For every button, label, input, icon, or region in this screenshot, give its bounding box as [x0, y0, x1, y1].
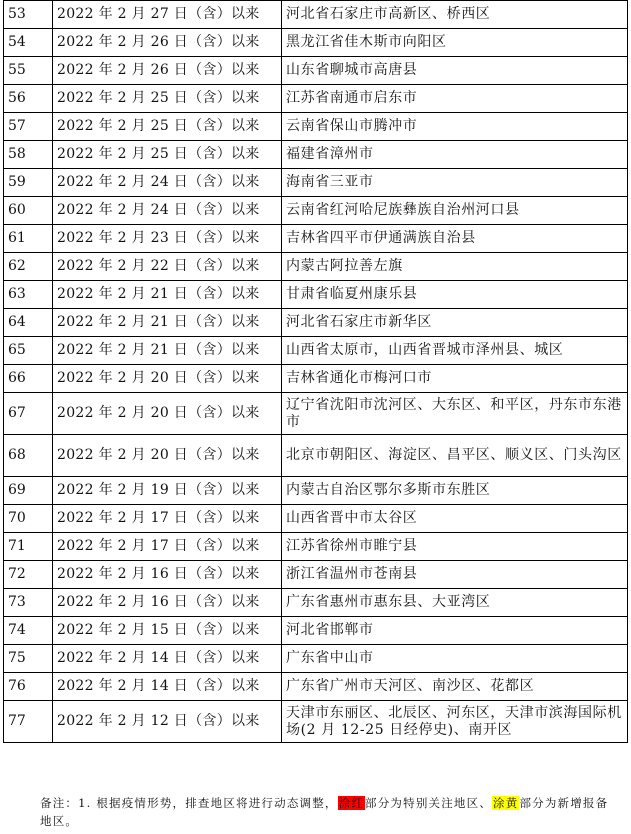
row-number-cell: 61: [4, 225, 53, 253]
footnote-middle: 部分为特别关注地区、: [365, 796, 493, 810]
date-cell: 2022 年 2 月 12 日（含）以来: [53, 701, 282, 743]
table-row: [4, 281, 628, 309]
region-cell: 甘肃省临夏州康乐县: [282, 281, 628, 309]
row-number-cell: 63: [4, 281, 53, 309]
table-row: [4, 617, 628, 645]
date-cell: 2022 年 2 月 26 日（含）以来: [53, 57, 282, 85]
row-number-cell: 57: [4, 113, 53, 141]
date-cell: 2022 年 2 月 25 日（含）以来: [53, 141, 282, 169]
row-number-cell: 71: [4, 533, 53, 561]
date-cell: 2022 年 2 月 21 日（含）以来: [53, 281, 282, 309]
screening-table-container: [3, 0, 628, 743]
row-number-cell: 69: [4, 477, 53, 505]
date-cell: 2022 年 2 月 27 日（含）以来: [53, 1, 282, 29]
region-cell: 云南省红河哈尼族彝族自治州河口县: [282, 197, 628, 225]
table-row: [4, 1, 628, 29]
table-body: [4, 1, 628, 743]
date-cell: 2022 年 2 月 16 日（含）以来: [53, 589, 282, 617]
region-cell: 河北省石家庄市新华区: [282, 309, 628, 337]
row-number-cell: 62: [4, 253, 53, 281]
region-cell: 福建省漳州市: [282, 141, 628, 169]
region-cell: 江苏省徐州市睢宁县: [282, 533, 628, 561]
row-number-cell: 76: [4, 673, 53, 701]
region-cell: 山东省聊城市高唐县: [282, 57, 628, 85]
row-number-cell: 73: [4, 589, 53, 617]
date-cell: 2022 年 2 月 26 日（含）以来: [53, 29, 282, 57]
date-cell: 2022 年 2 月 15 日（含）以来: [53, 617, 282, 645]
date-cell: 2022 年 2 月 24 日（含）以来: [53, 169, 282, 197]
row-number-cell: 53: [4, 1, 53, 29]
region-cell: 江苏省南通市启东市: [282, 85, 628, 113]
table-row: [4, 393, 628, 435]
date-cell: 2022 年 2 月 23 日（含）以来: [53, 225, 282, 253]
table-row: [4, 645, 628, 673]
region-cell: 吉林省通化市梅河口市: [282, 365, 628, 393]
row-number-cell: 74: [4, 617, 53, 645]
row-number-cell: 64: [4, 309, 53, 337]
date-cell: 2022 年 2 月 21 日（含）以来: [53, 337, 282, 365]
table-row: [4, 589, 628, 617]
row-number-cell: 66: [4, 365, 53, 393]
date-cell: 2022 年 2 月 25 日（含）以来: [53, 85, 282, 113]
table-row: [4, 29, 628, 57]
date-cell: 2022 年 2 月 16 日（含）以来: [53, 561, 282, 589]
table-row: [4, 435, 628, 477]
date-cell: 2022 年 2 月 14 日（含）以来: [53, 673, 282, 701]
region-cell: 海南省三亚市: [282, 169, 628, 197]
table-row: [4, 337, 628, 365]
row-number-cell: 65: [4, 337, 53, 365]
red-highlight-label: 涂红: [338, 796, 365, 810]
footnote-prefix: 备注：1. 根据疫情形势，排查地区将进行动态调整，: [40, 796, 338, 810]
table-row: [4, 85, 628, 113]
region-cell: 辽宁省沈阳市沈河区、大东区、和平区，丹东市东港市: [282, 393, 628, 435]
table-row: [4, 57, 628, 85]
table-row: [4, 225, 628, 253]
table-row: [4, 477, 628, 505]
row-number-cell: 54: [4, 29, 53, 57]
table-row: [4, 365, 628, 393]
region-cell: 河北省石家庄市高新区、桥西区: [282, 1, 628, 29]
region-cell: 北京市朝阳区、海淀区、昌平区、顺义区、门头沟区: [282, 435, 628, 477]
table-row: [4, 309, 628, 337]
footnote: [40, 794, 620, 830]
region-cell: 云南省保山市腾冲市: [282, 113, 628, 141]
table-row: [4, 505, 628, 533]
region-cell: 黑龙江省佳木斯市向阳区: [282, 29, 628, 57]
row-number-cell: 56: [4, 85, 53, 113]
region-cell: 河北省邯郸市: [282, 617, 628, 645]
table-row: [4, 253, 628, 281]
table-row: [4, 141, 628, 169]
region-cell: 广东省广州市天河区、南沙区、花都区: [282, 673, 628, 701]
region-cell: 浙江省温州市苍南县: [282, 561, 628, 589]
region-cell: 内蒙古阿拉善左旗: [282, 253, 628, 281]
row-number-cell: 59: [4, 169, 53, 197]
region-cell: 山西省晋中市太谷区: [282, 505, 628, 533]
date-cell: 2022 年 2 月 20 日（含）以来: [53, 393, 282, 435]
row-number-cell: 70: [4, 505, 53, 533]
date-cell: 2022 年 2 月 25 日（含）以来: [53, 113, 282, 141]
table-row: [4, 197, 628, 225]
table-row: [4, 113, 628, 141]
date-cell: 2022 年 2 月 21 日（含）以来: [53, 309, 282, 337]
row-number-cell: 75: [4, 645, 53, 673]
row-number-cell: 67: [4, 393, 53, 435]
date-cell: 2022 年 2 月 20 日（含）以来: [53, 435, 282, 477]
date-cell: 2022 年 2 月 20 日（含）以来: [53, 365, 282, 393]
table-row: [4, 169, 628, 197]
region-cell: 广东省中山市: [282, 645, 628, 673]
row-number-cell: 55: [4, 57, 53, 85]
region-cell: 吉林省四平市伊通满族自治县: [282, 225, 628, 253]
date-cell: 2022 年 2 月 19 日（含）以来: [53, 477, 282, 505]
footnote-suffix: 部分为新增报备地区。: [40, 796, 609, 828]
region-cell: 广东省惠州市惠东县、大亚湾区: [282, 589, 628, 617]
region-cell: 内蒙古自治区鄂尔多斯市东胜区: [282, 477, 628, 505]
date-cell: 2022 年 2 月 22 日（含）以来: [53, 253, 282, 281]
row-number-cell: 77: [4, 701, 53, 743]
yellow-highlight-label: 涂黄: [493, 796, 519, 810]
row-number-cell: 72: [4, 561, 53, 589]
screening-regions-table: [3, 0, 628, 743]
table-row: [4, 533, 628, 561]
date-cell: 2022 年 2 月 14 日（含）以来: [53, 645, 282, 673]
region-cell: 山西省太原市，山西省晋城市泽州县、城区: [282, 337, 628, 365]
date-cell: 2022 年 2 月 17 日（含）以来: [53, 533, 282, 561]
table-row: [4, 673, 628, 701]
table-row: [4, 561, 628, 589]
date-cell: 2022 年 2 月 24 日（含）以来: [53, 197, 282, 225]
region-cell: 天津市东丽区、北辰区、河东区，天津市滨海国际机场(2 月 12-25 日经停史)、南开区: [282, 701, 628, 743]
row-number-cell: 68: [4, 435, 53, 477]
date-cell: 2022 年 2 月 17 日（含）以来: [53, 505, 282, 533]
row-number-cell: 58: [4, 141, 53, 169]
row-number-cell: 60: [4, 197, 53, 225]
table-row: [4, 701, 628, 743]
